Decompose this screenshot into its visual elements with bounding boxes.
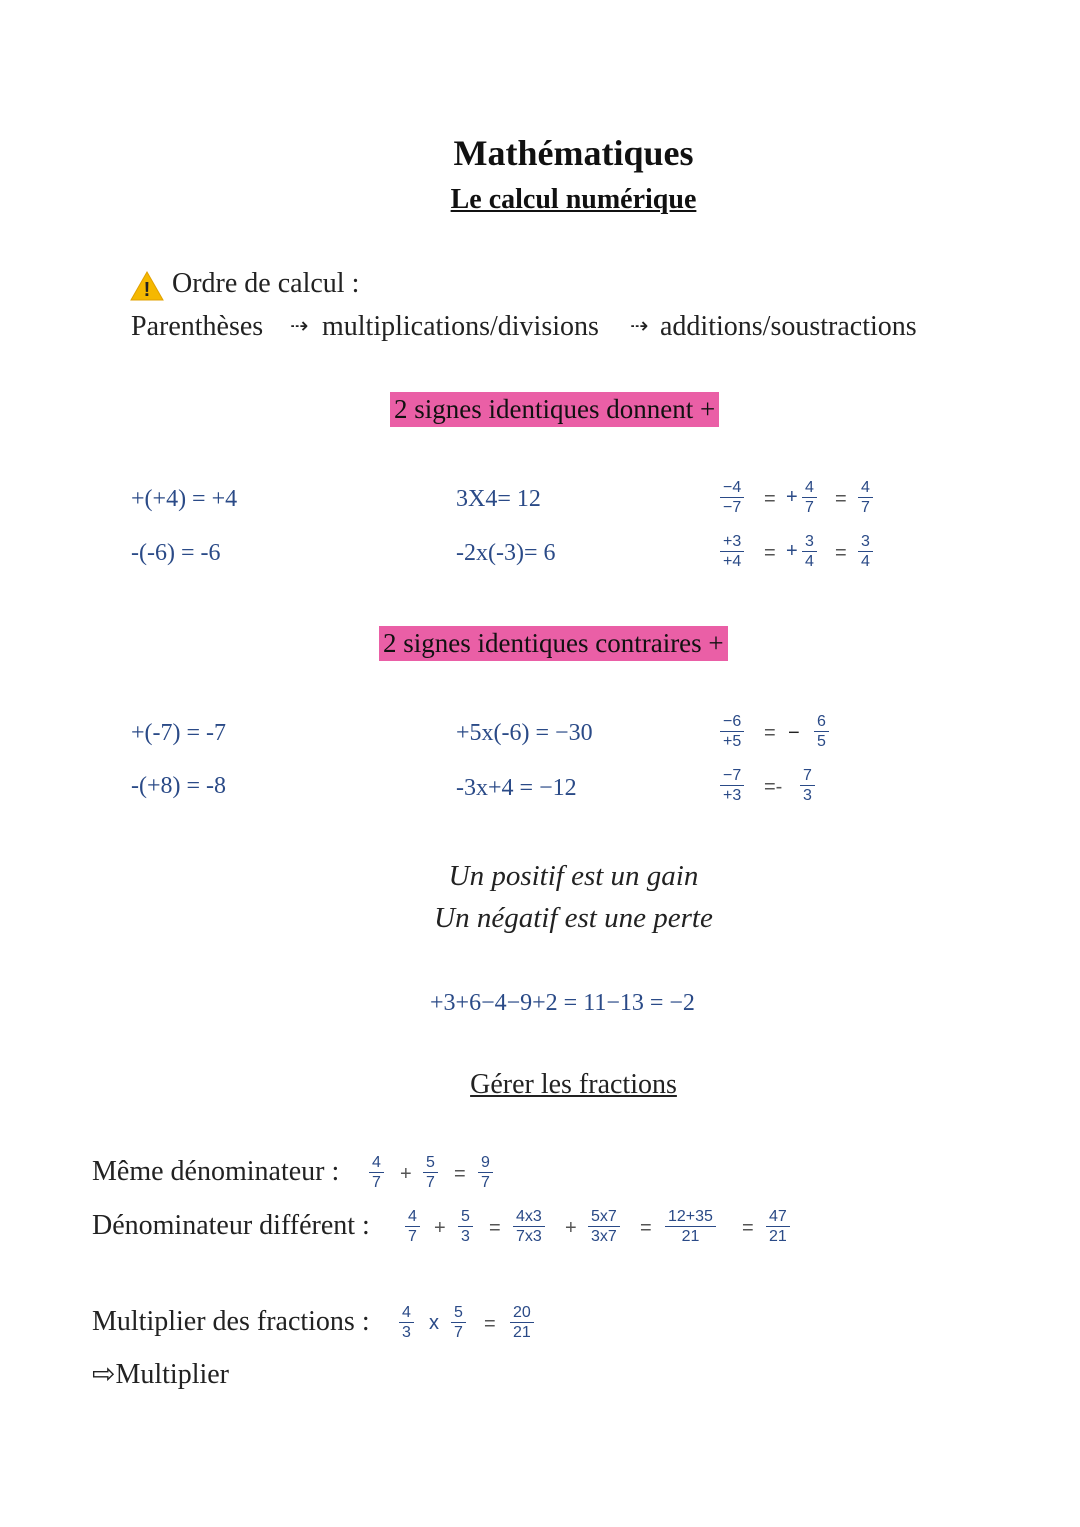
section2-heading: 2 signes identiques contraires + (379, 626, 728, 661)
rule-line: 3X4= 12 (456, 486, 541, 512)
fraction: $\frac{3}{4}$ (802, 532, 817, 571)
sign: + (786, 540, 798, 562)
svg-text:!: ! (143, 279, 151, 301)
order-step-parentheses: Parenthèses (131, 311, 264, 342)
fraction: $\frac{3}{4}$ (858, 532, 873, 571)
gain-line: Un positif est un gain (448, 860, 699, 892)
fraction: $\frac{4}{7}$ (369, 1153, 384, 1192)
fractions-heading: Gérer les fractions (470, 1069, 677, 1100)
equals-sign: = (764, 488, 776, 510)
different-denominator-label: Dénominateur différent : (92, 1210, 370, 1241)
fraction: $\frac{47}{21}$ (766, 1207, 790, 1246)
fraction: $\frac{5}{7}$ (451, 1303, 466, 1342)
plus-sign: + (565, 1217, 577, 1239)
fraction: $\frac{4}{3}$ (399, 1303, 414, 1342)
fraction: $\frac{4}{7}$ (405, 1207, 420, 1246)
fraction: $\frac{4x3}{7x3}$ (513, 1207, 545, 1246)
rule-line: -(-6) = -6 (131, 540, 221, 566)
equals-sign: = (742, 1217, 754, 1239)
multiply-label: Multiplier des fractions : (92, 1306, 370, 1337)
fraction: $\frac{5}{7}$ (423, 1153, 438, 1192)
times-sign: x (429, 1312, 439, 1334)
multiply-note: ⇨Multiplier (92, 1359, 230, 1390)
fraction: $\frac{9}{7}$ (478, 1153, 493, 1192)
equals-sign: =- (764, 776, 783, 798)
fraction: $\frac{6}{5}$ (814, 712, 829, 751)
equals-sign: = (484, 1313, 496, 1335)
rule-line: -3x+4 = −12 (456, 775, 577, 801)
rule-line: -(+8) = -8 (131, 773, 227, 799)
fraction: $\frac{-7}{+3}$ (720, 766, 744, 805)
fraction: $\frac{5x7}{3x7}$ (588, 1207, 620, 1246)
arrow-icon: ⇢ (290, 313, 309, 338)
plus-sign: + (400, 1163, 412, 1185)
fraction: $\frac{+3}{+4}$ (720, 532, 744, 571)
fraction: $\frac{5}{3}$ (458, 1207, 473, 1246)
page-subtitle: Le calcul numérique (450, 184, 697, 215)
section1-heading: 2 signes identiques donnent + (390, 392, 719, 427)
order-step-multiplications: multiplications/divisions (322, 311, 599, 342)
loss-line: Un négatif est une perte (434, 902, 713, 934)
equals-sign: = (640, 1217, 652, 1239)
equals-sign: = (764, 722, 776, 744)
fraction: $\frac{4}{7}$ (858, 478, 873, 517)
rule-line: -2x(-3)= 6 (456, 540, 556, 566)
same-denominator-label: Même dénominateur : (92, 1156, 340, 1187)
sign: + (786, 486, 798, 508)
fraction: $\frac{20}{21}$ (510, 1303, 534, 1342)
equals-sign: = (454, 1163, 466, 1185)
fraction: $\frac{-6}{+5}$ (720, 712, 744, 751)
minus-sign: − (788, 722, 800, 744)
order-label: Ordre de calcul : (172, 268, 360, 299)
plus-sign: + (434, 1217, 446, 1239)
rule-line: +5x(-6) = −30 (456, 720, 593, 746)
sum-example: +3+6−4−9+2 = 11−13 = −2 (430, 990, 695, 1016)
rule-line: +(+4) = +4 (131, 486, 238, 512)
fraction: $\frac{12+35}{21}$ (665, 1207, 716, 1246)
fraction: $\frac{-4}{-7}$ (720, 478, 744, 517)
arrow-icon: ⇢ (630, 313, 649, 338)
order-step-additions: additions/soustractions (660, 311, 917, 342)
fraction: $\frac{4}{7}$ (802, 478, 817, 517)
warning-icon (130, 270, 164, 302)
equals-sign: = (489, 1217, 501, 1239)
equals-sign: = (835, 488, 847, 510)
equals-sign: = (764, 542, 776, 564)
page-title: Mathématiques (453, 133, 694, 173)
equals-sign: = (835, 542, 847, 564)
fraction: $\frac{7}{3}$ (800, 766, 815, 805)
rule-line: +(-7) = -7 (131, 720, 227, 746)
